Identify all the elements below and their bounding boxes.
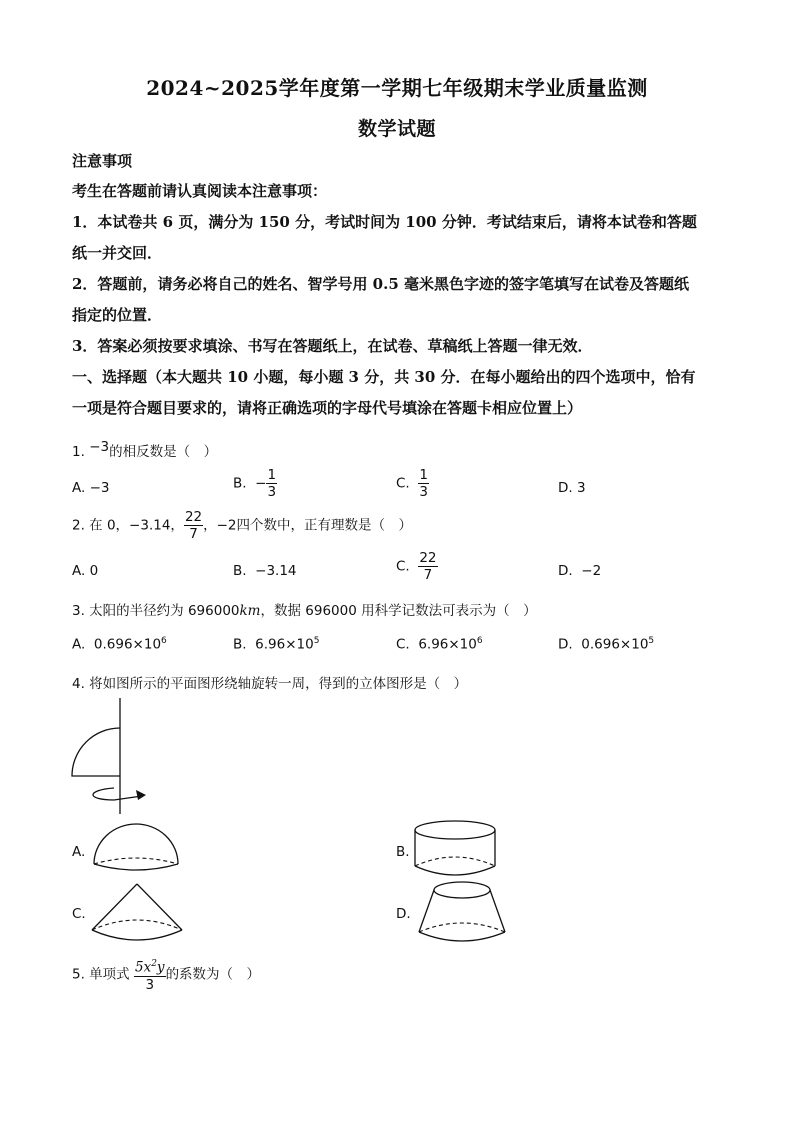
q1-option-c [396, 468, 429, 499]
q3-prefix: 3. 太阳的半径约为 696000 [72, 603, 240, 619]
q2-c-label: C. [396, 558, 410, 575]
q2-c-num: 22 [419, 550, 437, 566]
question-4: 4. 将如图所示的平面图形绕轴旋转一周，得到的立体图形是（ ） [72, 676, 468, 692]
notice-item-3: 3．答案必须按要求填涂、书写在答题纸上，在试卷、草稿纸上答题一律无效． [72, 337, 593, 355]
frustum-right-edge [490, 890, 505, 932]
q1-c-num: 1 [419, 467, 428, 483]
q3-a-base: 0.696×10 [93, 636, 162, 653]
q5-coef: 5 [134, 959, 144, 976]
q2-b-label: B. [233, 563, 247, 579]
q2-c-fraction [418, 551, 437, 582]
q2-b-value: −3.14 [255, 563, 297, 579]
notice-block [72, 176, 732, 424]
q3-d-base: 0.696×10 [581, 636, 649, 653]
q5-frac-num [134, 957, 166, 977]
frustum-base-back [419, 923, 505, 932]
question-2 [72, 510, 412, 541]
q1-a-value: −3 [89, 480, 110, 496]
q4-option-a-hemisphere [88, 820, 184, 878]
q2-d-label: D. [558, 563, 573, 579]
q1-option-a [72, 480, 110, 496]
cone-left-edge [92, 884, 137, 930]
q1-d-label: D. [558, 480, 573, 496]
q3-unit: km [239, 603, 261, 619]
frustum-base-front [419, 932, 505, 941]
cone-base-front [92, 930, 182, 940]
notice-intro: 考生在答题前请认真阅读本注意事项： [72, 182, 328, 200]
section1-heading-line-1: 一、选择题（本大题共 10 小题，每小题 3 分，共 30 分．在每小题给出的四个选项中，恰有 [72, 368, 696, 386]
q2-option-b [233, 563, 297, 579]
q1-b-den: 3 [267, 484, 277, 500]
cylinder-base-front [415, 866, 495, 875]
q3-b-exp: 5 [313, 636, 320, 646]
q1-b-num: 1 [267, 467, 277, 483]
q3-c-exp: 6 [476, 636, 483, 646]
q2-fraction [184, 510, 203, 541]
exam-subtitle: 数学试题 [357, 118, 436, 140]
notice-item-2-line-1: 2．答题前，请务必将自己的姓名、智学号用 0.5 毫米黑色字迹的签字笔填写在试卷及答题纸 [72, 275, 689, 293]
q2-option-d [558, 563, 601, 579]
q2-a-value: 0 [89, 563, 99, 579]
q3-option-d [558, 636, 654, 653]
section1-heading-line-2: 一项是符合题目要求的，请将正确选项的字母代号填涂在答题卡相应位置上） [72, 399, 583, 417]
q2-frac-den: 7 [189, 526, 198, 542]
q1-expression: −3 [89, 439, 110, 455]
q2-suffix: ，−2四个数中，正有理数是（ ） [203, 517, 413, 534]
q5-exp: 2 [151, 959, 157, 969]
q1-d-value: 3 [576, 480, 586, 496]
q1-text: 的相反数是（ ） [109, 444, 218, 460]
q3-suffix: ，数据 696000 用科学记数法可表示为（ ） [260, 603, 537, 619]
q3-a-exp: 6 [161, 636, 167, 646]
q5-frac-den: 3 [145, 976, 155, 993]
question-1 [72, 440, 217, 460]
q4-option-a-label: A. [72, 844, 86, 860]
q5-var-y: y [156, 959, 165, 976]
notice-item-1-line-1: 1．本试卷共 6 页，满分为 150 分，考试时间为 100 分钟．考试结束后，请将本试卷和答题 [72, 213, 697, 231]
q4-option-b-label: B. [396, 844, 410, 860]
q3-option-c [396, 636, 483, 653]
q4-option-b-cylinder [412, 818, 498, 880]
q4-arrow-head-icon [136, 790, 146, 800]
q3-a-label: A. [72, 636, 86, 653]
q2-option-a [72, 563, 98, 579]
q3-b-label: B. [233, 636, 247, 653]
cone-base-back [92, 920, 182, 930]
exam-title: 2024~2025学年度第一学期七年级期末学业质量监测 [146, 76, 648, 100]
notice-item-1-line-2: 纸一并交回． [72, 244, 163, 262]
q1-c-den: 3 [419, 484, 428, 500]
cylinder-base-back [415, 857, 495, 866]
q4-option-d-label: D. [396, 906, 411, 922]
cone-right-edge [137, 884, 182, 930]
q2-d-value: −2 [581, 563, 602, 579]
q1-c-label: C. [396, 475, 410, 492]
question-5 [72, 957, 260, 992]
q2-option-c [396, 551, 438, 582]
q3-option-b [233, 636, 319, 653]
q4-plane-figure [66, 696, 156, 816]
notice-heading: 注意事项 [72, 152, 133, 170]
q4-option-c-label: C. [72, 906, 86, 922]
q3-c-base: 6.96×10 [418, 636, 477, 653]
q1-b-label: B. [233, 475, 247, 492]
q2-a-label: A. [72, 563, 86, 579]
question-3 [72, 599, 537, 619]
q1-c-fraction [418, 468, 429, 499]
notice-item-2-line-2: 指定的位置． [72, 306, 163, 324]
q1-option-b [233, 468, 277, 499]
q3-option-a [72, 636, 167, 653]
q2-prefix: 2. 在 0，−3.14， [72, 517, 184, 534]
q2-c-den: 7 [423, 567, 433, 583]
q5-suffix: 的系数为（ ） [165, 966, 261, 983]
q1-option-d [558, 480, 586, 496]
q1-number: 1. [72, 444, 85, 460]
q5-var-x: x [143, 959, 152, 976]
q4-option-d-frustum [414, 878, 510, 950]
q5-fraction [134, 957, 166, 992]
q3-d-exp: 5 [648, 636, 655, 646]
q1-b-sign: − [255, 475, 267, 492]
q5-prefix: 5. 单项式 [72, 966, 130, 983]
q4-option-c-cone [88, 880, 186, 948]
q2-frac-num: 22 [184, 509, 203, 525]
hemisphere-base-front [94, 864, 178, 870]
frustum-top [434, 882, 490, 898]
q1-b-fraction [266, 468, 277, 499]
q3-b-base: 6.96×10 [255, 636, 314, 653]
q4-quarter-circle [72, 728, 120, 776]
hemisphere-base-back [94, 858, 178, 864]
q3-d-label: D. [558, 636, 573, 653]
cylinder-top [415, 821, 495, 839]
q1-a-label: A. [72, 480, 86, 496]
q4-rotation-arrow [93, 788, 142, 800]
frustum-left-edge [419, 890, 434, 932]
q3-c-label: C. [396, 636, 410, 653]
